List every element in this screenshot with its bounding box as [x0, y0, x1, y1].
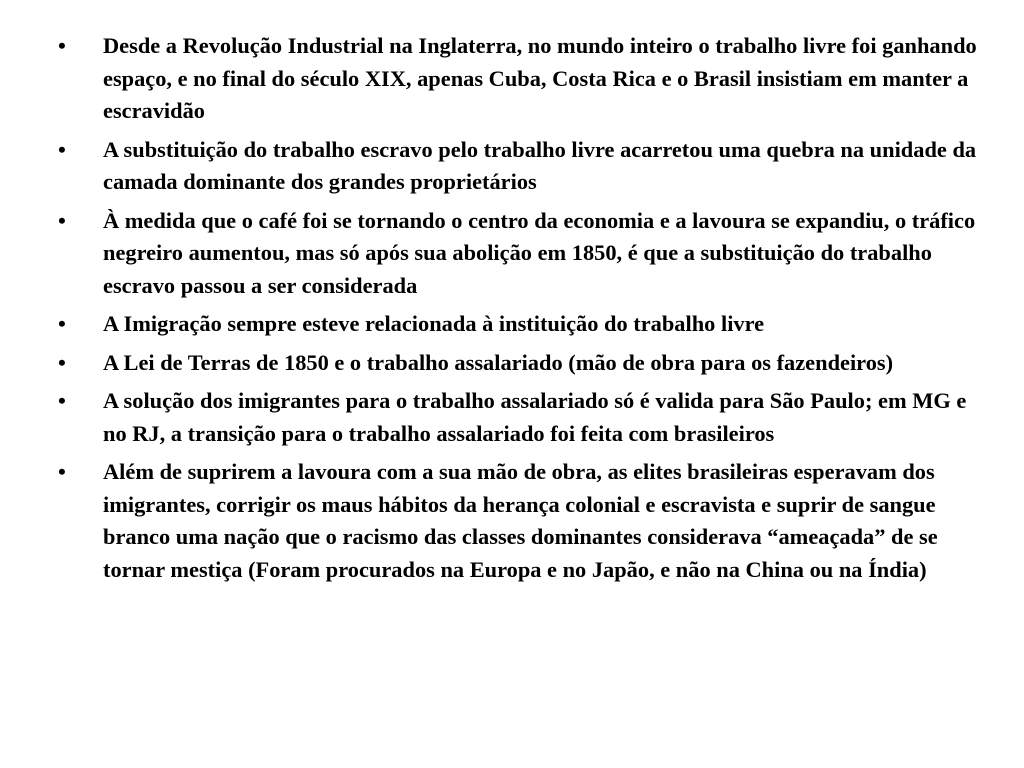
- bullet-item: [58, 347, 988, 380]
- bullet-item: [58, 456, 988, 586]
- bullet-icon: •: [58, 207, 66, 233]
- bullet-text: À medida que o café foi se tornando o centro da economia e a lavoura se expandiu, o tráfico negreiro aumentou, mas só após sua abolição em 1850, é que a substituição do trabalho escravo passou a ser considerada: [103, 207, 976, 298]
- bullet-item: [58, 308, 988, 341]
- bullet-item: [58, 30, 988, 128]
- bullet-text: Desde a Revolução Industrial na Inglaterra, no mundo inteiro o trabalho livre foi ganhando espaço, e no final do século XIX, apenas Cuba, Costa Rica e o Brasil insistiam em manter a escravidão: [103, 33, 977, 123]
- bullet-text: Além de suprirem a lavoura com a sua mão de obra, as elites brasileiras esperavam dos imigrantes, corrigir os maus hábitos da herança colonial e escravista e suprir de sangue branco uma nação que o racismo das classes dominantes considerava “ameaçada” de se tornar mestiça (Foram procurados na Europa e no Japão, e não na China ou na Índia): [103, 459, 938, 582]
- bullet-item: [58, 134, 988, 199]
- bullet-text: A substituição do trabalho escravo pelo trabalho livre acarretou uma quebra na unidade da camada dominante dos grandes proprietários: [103, 136, 977, 194]
- bullet-icon: •: [58, 136, 66, 162]
- bullet-icon: •: [58, 388, 66, 413]
- bullet-item: [58, 385, 988, 450]
- bullet-icon: •: [58, 311, 66, 336]
- bullet-text: A solução dos imigrantes para o trabalho assalariado só é valida para São Paulo; em MG e no RJ, a transição para o trabalho assalariado foi feita com brasileiros: [103, 388, 967, 446]
- bullet-icon: •: [58, 459, 66, 484]
- bullet-text: A Lei de Terras de 1850 e o trabalho assalariado (mão de obra para os fazendeiros): [103, 349, 894, 375]
- bullet-item: [58, 205, 988, 303]
- bullet-icon: •: [58, 33, 66, 58]
- bullet-list: [58, 30, 988, 592]
- bullet-text: A Imigração sempre esteve relacionada à instituição do trabalho livre: [103, 311, 765, 336]
- bullet-icon: •: [58, 349, 66, 375]
